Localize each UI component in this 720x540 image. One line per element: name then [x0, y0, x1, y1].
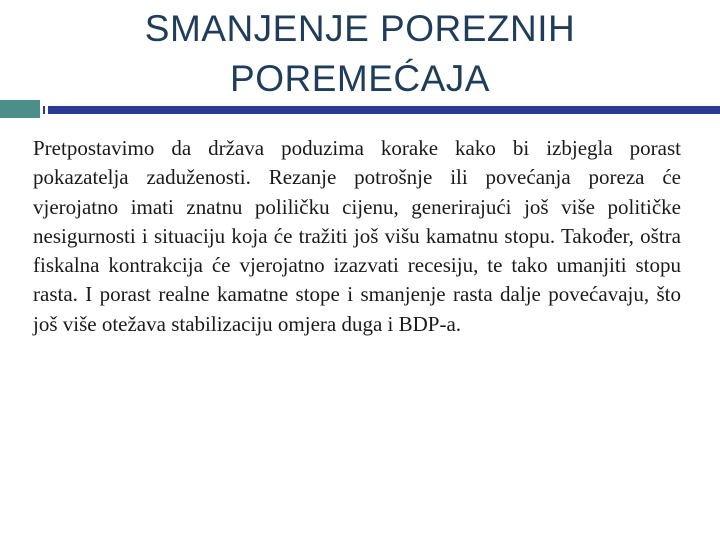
slide-body-paragraph: Pretpostavimo da država poduzima korake kako bi izbjegla porast pokazatelja zaduženosti. Rezanje potrošnje ili povećanja poreza će vjerojatno imati znatnu poliličku cijenu, generirajući još više političke nesigurnosti i situaciju koja će tražiti još višu kamatnu stopu. Također, oštra fiskalna kontrakcija će vjerojatno izazvati recesiju, te tako umanjiti stopu rasta. I porast realne kamatne stope i smanjenje rasta dalje povećavaju, što još više otežava stabilizaciju omjera duga i BDP-a.	[33, 136, 681, 336]
slide-title	[60, 4, 660, 104]
slide-title-line-1: SMANJENJE POREZNIH	[144, 8, 576, 49]
title-underline-bar	[48, 106, 720, 114]
title-accent-block	[0, 100, 40, 118]
slide-title-line-2: POREMEĆAJA	[230, 58, 490, 99]
